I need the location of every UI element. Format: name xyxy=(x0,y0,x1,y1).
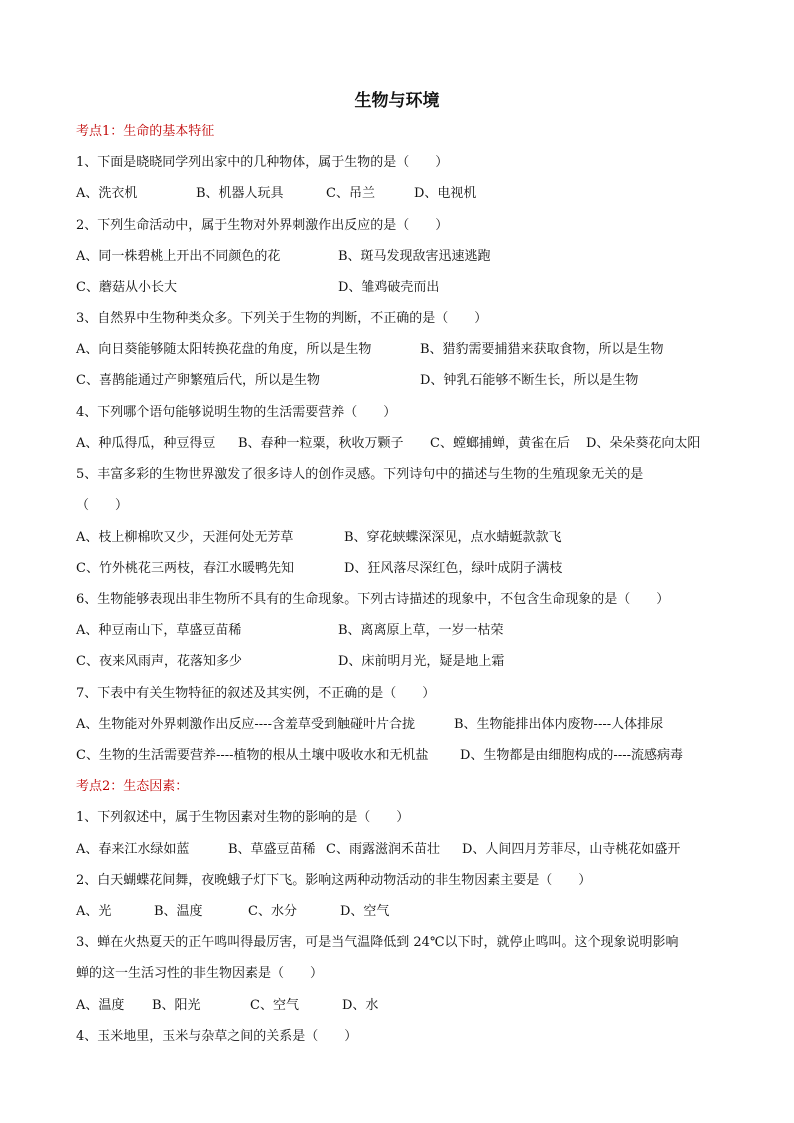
option-d: D、床前明月光，疑是地上霜 xyxy=(338,654,505,669)
question-1-stem: 1、下面是晓晓同学列出家中的几种物体，属于生物的是（ ） xyxy=(76,155,449,170)
question-3-options-row2 xyxy=(76,371,714,391)
option-c: C、夜来风雨声，花落知多少 xyxy=(76,654,242,669)
section-heading-2: 考点2：生态因素： xyxy=(76,779,189,794)
option-c: C、螳螂捕蝉，黄雀在后 xyxy=(430,436,570,451)
question-4-stem: 4、下列哪个语句能够说明生物的生活需要营养（ ） xyxy=(76,405,397,420)
option-b: B、穿花蛱蝶深深见，点水蜻蜓款款飞 xyxy=(344,530,562,545)
question-3-stem: 3、自然界中生物种类众多。下列关于生物的判断，不正确的是（ ） xyxy=(76,311,488,326)
option-b: B、春种一粒粟，秋收万颗子 xyxy=(238,436,404,451)
option-b: B、离离原上草，一岁一枯荣 xyxy=(338,623,504,638)
question-3-options-row1 xyxy=(76,340,714,360)
question-10-options xyxy=(76,996,714,1016)
question-7-options-row1 xyxy=(76,715,714,735)
option-d: D、水 xyxy=(342,998,379,1013)
option-a: A、同一株碧桃上开出不同颜色的花 xyxy=(76,249,281,264)
section-heading-1: 考点1：生命的基本特征 xyxy=(76,124,215,139)
option-c: C、喜鹊能通过产卵繁殖后代，所以是生物 xyxy=(76,373,320,388)
question-10-stem: 3、蝉在火热夏天的正午鸣叫得最厉害，可是当气温降低到 24℃以下时，就停止鸣叫。这个现象说明影响 xyxy=(76,935,679,950)
question-2-options-row2 xyxy=(76,278,714,298)
option-b: B、阳光 xyxy=(152,998,201,1013)
option-a: A、春来江水绿如蓝 xyxy=(76,842,190,857)
question-5-options-row1 xyxy=(76,528,714,548)
option-a: A、枝上柳棉吹又少，天涯何处无芳草 xyxy=(76,530,294,545)
option-c: C、蘑菇从小长大 xyxy=(76,280,177,295)
question-6-options-row1 xyxy=(76,621,714,641)
option-c: C、吊兰 xyxy=(326,186,375,201)
option-d: D、电视机 xyxy=(414,186,477,201)
option-d: D、狂风落尽深红色，绿叶成阴子满枝 xyxy=(344,561,563,576)
option-d: D、空气 xyxy=(340,904,390,919)
question-7-options-row2 xyxy=(76,746,714,766)
option-a: A、向日葵能够随太阳转换花盘的角度，所以是生物 xyxy=(76,342,372,357)
question-8-stem: 1、下列叙述中，属于生物因素对生物的影响的是（ ） xyxy=(76,810,410,825)
option-c: C、空气 xyxy=(250,998,299,1013)
option-a: A、种豆南山下，草盛豆苗稀 xyxy=(76,623,242,638)
option-d: D、朵朵葵花向太阳 xyxy=(586,436,701,451)
question-9-options xyxy=(76,902,714,922)
question-4-options xyxy=(76,434,714,454)
option-b: B、斑马发现敌害迅速逃跑 xyxy=(338,249,491,264)
question-9-stem: 2、白天蝴蝶花间舞，夜晚蛾子灯下飞。影响这两种动物活动的非生物因素主要是（ ） xyxy=(76,873,592,888)
option-c: C、水分 xyxy=(248,904,297,919)
question-5-stem: 5、丰富多彩的生物世界激发了很多诗人的创作灵感。下列诗句中的描述与生物的生殖现象无关的是 xyxy=(76,467,644,482)
question-10-stem-cont: 蝉的这一生活习性的非生物因素是（ ） xyxy=(76,966,324,981)
option-a: A、生物能对外界刺激作出反应----含羞草受到触碰叶片合拢 xyxy=(76,717,415,732)
option-d: D、雏鸡破壳而出 xyxy=(338,280,440,295)
question-6-stem: 6、生物能够表现出非生物所不具有的生命现象。下列古诗描述的现象中，不包含生命现象的是（ ） xyxy=(76,592,670,607)
option-c: C、生物的生活需要营养----植物的根从土壤中吸收水和无机盐 xyxy=(76,748,429,763)
option-b: B、机器人玩具 xyxy=(196,186,284,201)
question-11-stem: 4、玉米地里，玉米与杂草之间的关系是（ ） xyxy=(76,1029,358,1044)
question-1-options xyxy=(76,184,714,204)
option-b: B、草盛豆苗稀 xyxy=(228,842,316,857)
question-8-options xyxy=(76,840,714,860)
option-a: A、洗衣机 xyxy=(76,186,138,201)
option-d: D、生物都是由细胞构成的----流感病毒 xyxy=(460,748,683,763)
question-5-stem-cont: （ ） xyxy=(76,498,129,513)
option-a: A、光 xyxy=(76,904,112,919)
page-title: 生物与环境 xyxy=(354,91,440,111)
option-c: C、竹外桃花三两枝，春江水暖鸭先知 xyxy=(76,561,294,576)
question-5-options-row2 xyxy=(76,559,714,579)
option-d: D、人间四月芳菲尽，山寺桃花如盛开 xyxy=(462,842,681,857)
question-2-stem: 2、下列生命活动中，属于生物对外界刺激作出反应的是（ ） xyxy=(76,218,449,233)
option-c: C、雨露滋润禾苗壮 xyxy=(326,842,440,857)
option-a: A、温度 xyxy=(76,998,125,1013)
option-b: B、生物能排出体内废物----人体排尿 xyxy=(454,717,664,732)
question-7-stem: 7、下表中有关生物特征的叙述及其实例，不正确的是（ ） xyxy=(76,686,436,701)
question-6-options-row2 xyxy=(76,652,714,672)
option-a: A、种瓜得瓜，种豆得豆 xyxy=(76,436,216,451)
option-b: B、温度 xyxy=(154,904,203,919)
option-d: D、钟乳石能够不断生长，所以是生物 xyxy=(420,373,639,388)
question-2-options-row1 xyxy=(76,247,714,267)
option-b: B、猎豹需要捕猎来获取食物，所以是生物 xyxy=(420,342,664,357)
